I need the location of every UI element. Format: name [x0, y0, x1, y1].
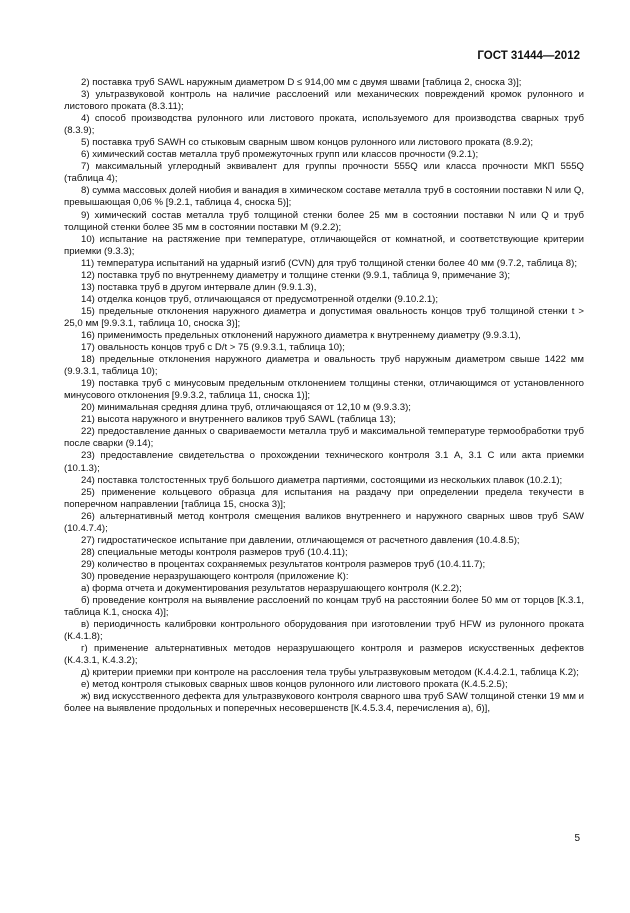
list-item: 10) испытание на растяжение при температуре, отличающейся от комнатной, и соответствующие критерии приемки (9.3.3); — [64, 233, 584, 257]
list-item: 24) поставка толстостенных труб большого диаметра партиями, состоящими из нескольких плавок (10.2.1); — [81, 474, 563, 486]
list-item: 14) отделка концов труб, отличающаяся от предусмотренной отделки (9.10.2.1); — [81, 293, 439, 305]
list-item: 21) высота наружного и внутреннего валиков труб SAWL (таблица 13); — [81, 414, 396, 426]
list-item: 8) сумма массовых долей ниобия и ванадия в химическом составе металла труб в состоянии поставки N или Q, превышающая 0,06 % [9.2.1, таблица 4, сноска 5)]; — [64, 185, 584, 209]
list-item: 16) применимость предельных отклонений наружного диаметра к внутреннему диаметру (9.9.3.1), — [81, 329, 521, 341]
list-item: а) форма отчета и документирования результатов неразрушающего контроля (К.2.2); — [81, 582, 462, 594]
list-item: г) применение альтернативных методов неразрушающего контроля и размеров искусственных дефектов (К.4.3.1, К.4.3.2); — [64, 643, 584, 667]
list-item: 2) поставка труб SAWL наружным диаметром D ≤ 914,00 мм с двумя швами [таблица 2, сноска 3)]; — [81, 77, 522, 88]
list-item: 26) альтернативный метод контроля смещения валиков внутреннего и наружного сварных швов труб SAW (10.4.7.4); — [64, 510, 584, 534]
list-item: 27) гидростатическое испытание при давлении, отличающемся от расчетного давления (10.4.8.5); — [81, 534, 520, 546]
list-item: 19) поставка труб с минусовым предельным отклонением толщины стенки, отличающимся от установленного минусового отклонения [9.9.3.2, таблица 11, сноска 1)]; — [64, 378, 584, 402]
list-item: 29) количество в процентах сохраняемых результатов контроля размеров труб (10.4.11.7); — [81, 558, 486, 570]
document-header: ГОСТ 31444—2012 — [477, 50, 580, 62]
requirements-list — [64, 77, 584, 715]
list-item: д) критерии приемки при контроле на расслоения тела трубы ультразвуковым методом (К.4.4.2.1, таблица К.2); — [81, 667, 579, 679]
list-item: 7) максимальный углеродный эквивалент для группы прочности 555Q или класса прочности МКП 555Q (таблица 4); — [64, 161, 584, 185]
list-item: 13) поставка труб в другом интервале длин (9.9.1.3), — [81, 281, 317, 293]
list-item: 15) предельные отклонения наружного диаметра и допустимая овальность концов труб толщиной стенки t > 25,0 мм [9.9.3.1, таблица 10, сноска 3)]; — [64, 305, 584, 329]
list-item: ж) вид искусственного дефекта для ультразвукового контроля сварного шва труб SAW толщиной стенки 19 мм и более на выявление продольных и поперечных несовершенств [К.4.5.3.4, перечисления а), б)], — [64, 691, 584, 715]
list-item: 12) поставка труб по внутреннему диаметру и толщине стенки (9.9.1, таблица 9, примечание 3); — [81, 269, 511, 281]
list-item: 25) применение кольцевого образца для испытания на раздачу при определении предела текучести в поперечном направлении [таблица 15, сноска 3)]; — [64, 486, 584, 510]
list-item: 18) предельные отклонения наружного диаметра и овальность труб наружным диаметром свыше 1422 мм (9.9.3.1, таблица 10); — [64, 354, 584, 378]
list-item: 30) проведение неразрушающего контроля (приложение К): — [81, 570, 349, 582]
list-item: 11) температура испытаний на ударный изгиб (CVN) для труб толщиной стенки более 40 мм (9.7.2, таблица 8); — [81, 257, 578, 269]
list-item: 23) предоставление свидетельства о прохождении технического контроля 3.1 A, 3.1 C или акта приемки (10.1.3); — [64, 450, 584, 474]
list-item: 22) предоставление данных о свариваемости металла труб и максимальной температуре термообработки труб после сварки (9.14); — [64, 426, 584, 450]
list-item: 6) химический состав металла труб промежуточных групп или классов прочности (9.2.1); — [81, 149, 479, 161]
list-item: 4) способ производства рулонного или листового проката, используемого для производства сварных труб (8.3.9); — [64, 113, 584, 137]
list-item: в) периодичность калибровки контрольного оборудования при изготовлении труб HFW из рулонного проката (К.4.1.8); — [64, 619, 584, 643]
list-item: 9) химический состав металла труб толщиной стенки более 25 мм в состоянии поставки N или Q и труб толщиной стенки более 35 мм в состоянии поставки M (9.2.2); — [64, 209, 584, 233]
list-item: е) метод контроля стыковых сварных швов концов рулонного или листового проката (К.4.5.2.5); — [81, 679, 508, 691]
list-item: 17) овальность концов труб с D/t > 75 (9.9.3.1, таблица 10); — [81, 342, 345, 354]
list-item: 3) ультразвуковой контроль на наличие расслоений или механических повреждений кромок рулонного и листового проката (8.3.11); — [64, 89, 584, 113]
list-item: 28) специальные методы контроля размеров труб (10.4.11); — [81, 546, 348, 558]
page-number: 5 — [574, 833, 580, 844]
list-item: 5) поставка труб SAWH со стыковым сварным швом концов рулонного или листового проката (8.9.2); — [81, 137, 534, 149]
list-item: б) проведение контроля на выявление расслоений по концам труб на расстоянии более 50 мм от торцов [К.3.1, таблица К.1, сноска 4)]; — [64, 595, 584, 619]
list-item: 20) минимальная средняя длина труб, отличающаяся от 12,10 м (9.9.3.3); — [81, 402, 411, 414]
